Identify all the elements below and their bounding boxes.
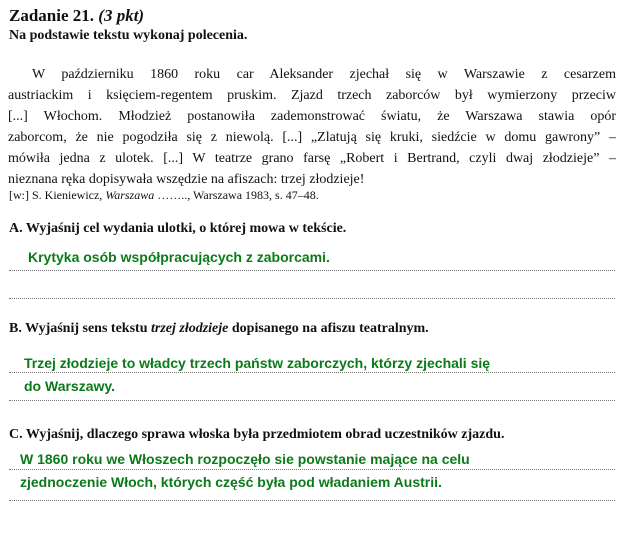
task-number: Zadanie 21. (9, 6, 95, 25)
question-b-phrase: trzej złodzieje (150, 321, 229, 336)
question-c-letter: C. (9, 427, 23, 442)
question-c-text: Wyjaśnij, dlaczego sprawa włoska była przedmiotem obrad uczestników zjazdu. (25, 427, 505, 442)
answer-line (9, 270, 615, 271)
question-b (9, 321, 429, 337)
answer-line (9, 500, 615, 501)
source-line: austriackim i księciem-regentem pruskim. Zjazd trzech zaborców był wymierzony przeciw (8, 88, 616, 103)
question-b-text-after: dopisanego na afiszu teatralnym. (228, 321, 429, 336)
task-points: (3 pkt) (98, 6, 145, 25)
source-citation (9, 188, 319, 203)
answer-line (9, 469, 615, 470)
question-a (9, 221, 346, 237)
source-line: W październiku 1860 roku car Aleksander zjechał się w Warszawie z cesarzem (32, 67, 616, 82)
source-line: zaborcom, że nie pogodziła się z niewolą. [...] „Zlatują się kruki, siedźcie w domu gawrony” – (8, 130, 616, 145)
question-b-letter: B. (9, 321, 22, 336)
answer-line (9, 400, 615, 401)
citation-suffix: …….., Warszawa 1983, s. 47–48. (154, 188, 319, 202)
citation-prefix: [w:] S. Kieniewicz, (9, 188, 106, 202)
answer-c-field-line2[interactable]: zjednoczenie Włoch, których część była pod władaniem Austrii. (20, 474, 442, 490)
answer-b-field-line1[interactable]: Trzej złodzieje to władcy trzech państw zaborczych, którzy zjechali się (24, 355, 491, 371)
question-c (9, 427, 504, 443)
answer-line (9, 298, 615, 299)
answer-line (9, 372, 615, 373)
source-text (8, 64, 616, 190)
answer-b-field-line2[interactable]: do Warszawy. (24, 378, 116, 394)
source-line: nieznana ręka dopisywała wszędzie na afiszach: trzej złodzieje! (8, 172, 365, 187)
source-line: [...] Włochom. Młodzież postanowiła zademonstrować światu, że Warszawa stawia opór (8, 109, 616, 124)
answer-c-field-line1[interactable]: W 1860 roku we Włoszech rozpoczęło sie powstanie mające na celu (20, 451, 470, 467)
source-line: mówiła jedna z ulotek. [...] W teatrze grano farsę „Robert i Bertrand, czyli dwaj złodzieje” – (8, 151, 616, 166)
task-title (9, 6, 144, 26)
question-a-text: Wyjaśnij cel wydania ulotki, o której mowa w tekście. (25, 221, 347, 236)
question-b-text-before: Wyjaśnij sens tekstu (25, 321, 151, 336)
task-instruction: Na podstawie tekstu wykonaj polecenia. (9, 28, 248, 43)
answer-a-field[interactable]: Krytyka osób współpracujących z zaborcami. (28, 249, 330, 265)
citation-book: Warszawa (105, 188, 155, 202)
question-a-letter: A. (9, 221, 23, 236)
